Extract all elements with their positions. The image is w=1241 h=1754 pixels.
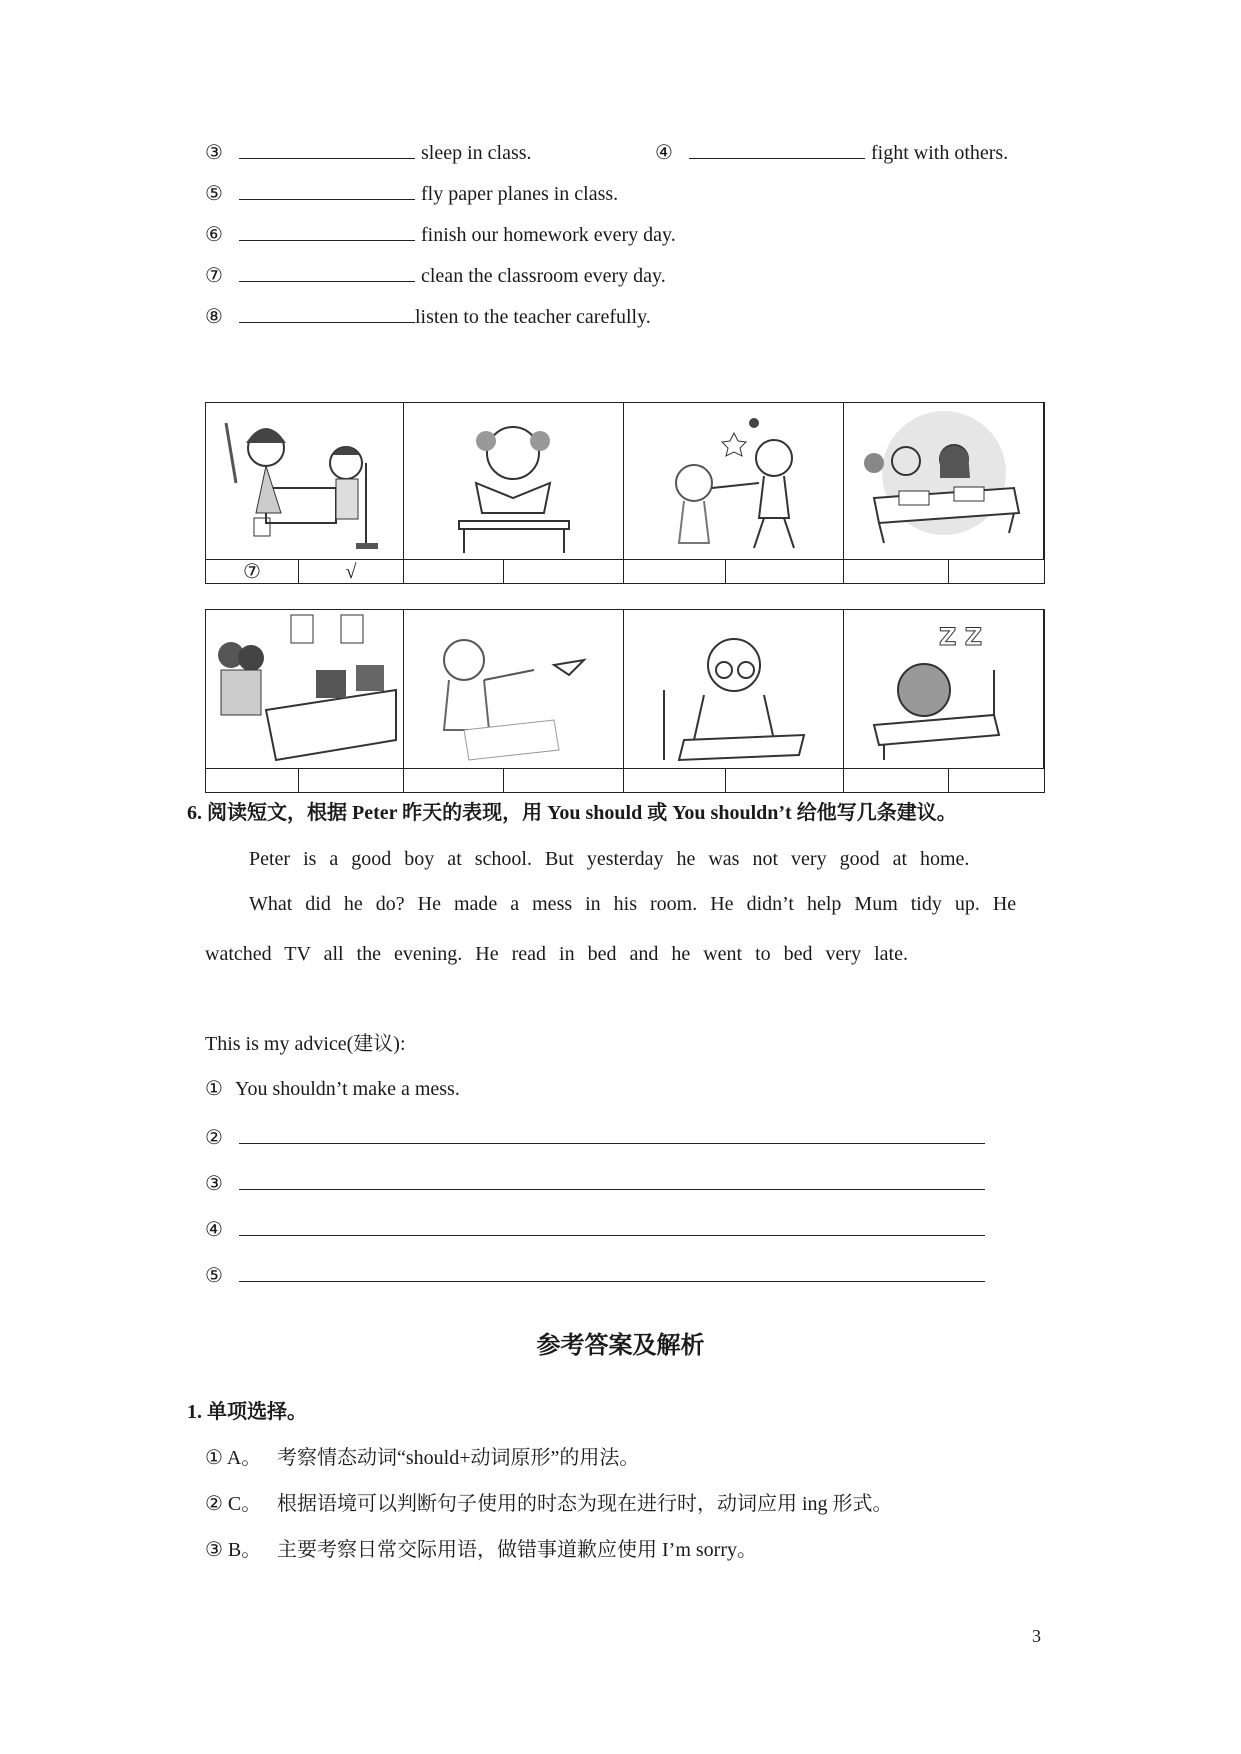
advice-blank[interactable] (239, 1123, 985, 1144)
advice-blank[interactable] (239, 1215, 985, 1236)
answer-check-cell[interactable]: √ (299, 560, 404, 584)
answer-check-cell[interactable] (949, 769, 1044, 793)
picture-homework (624, 610, 844, 768)
fill-line-4: ④ fight with others. (655, 138, 1008, 165)
answer-number-cell[interactable]: ⑦ (206, 560, 299, 584)
answer-item-3: ③ B。 主要考察日常交际用语，做错事道歉应使用 I’m sorry。 (205, 1539, 757, 1561)
fill-line-5: ⑤ fly paper planes in class. (205, 179, 618, 206)
picture-sleeping (844, 610, 1044, 768)
answer-check-cell[interactable] (504, 560, 624, 584)
advice-blank[interactable] (239, 1169, 985, 1190)
answer-check-cell[interactable] (504, 769, 624, 793)
answer-number-cell[interactable] (624, 560, 726, 584)
answer-check-cell[interactable] (726, 769, 844, 793)
picture-late (206, 610, 404, 768)
fill-line-6: ⑥ finish our homework every day. (205, 220, 676, 247)
answer-row-1 (206, 559, 1044, 584)
fill-line-7: ⑦ clean the classroom every day. (205, 261, 666, 288)
advice-5: ⑤ (205, 1261, 991, 1288)
advice-1: ① You shouldn’t make a mess. (205, 1078, 460, 1100)
picture-grid-1 (205, 402, 1045, 584)
fill-line-8: ⑧ listen to the teacher carefully. (205, 302, 651, 329)
picture-classroom (844, 403, 1044, 559)
question-6-heading: 6. 阅读短文，根据 Peter 昨天的表现，用 You should 或 You shouldn’t 给他写几条建议。 (187, 802, 957, 824)
answer-section-title: 参考答案及解析 (536, 1333, 705, 1359)
picture-grid-2 (205, 609, 1045, 793)
picture-reading (404, 403, 624, 559)
answer-blank[interactable] (239, 179, 415, 200)
advice-3: ③ (205, 1169, 991, 1196)
advice-2: ② (205, 1123, 991, 1150)
picture-fighting (624, 403, 844, 559)
answer-blank[interactable] (239, 220, 415, 241)
answer-check-cell[interactable] (299, 769, 404, 793)
section-1-heading: 1. 单项选择。 (187, 1401, 307, 1423)
answer-number-cell[interactable] (404, 769, 504, 793)
answer-blank[interactable] (239, 302, 415, 323)
answer-number-cell[interactable] (844, 560, 949, 584)
answer-blank[interactable] (239, 138, 415, 159)
answer-number-cell[interactable] (624, 769, 726, 793)
answer-number-cell[interactable] (206, 769, 299, 793)
answer-row-2 (206, 768, 1044, 793)
picture-paper-plane (404, 610, 624, 768)
page-number: 3 (1032, 1626, 1041, 1646)
advice-4: ④ (205, 1215, 991, 1242)
answer-check-cell[interactable] (949, 560, 1044, 584)
answer-number-cell[interactable] (404, 560, 504, 584)
answer-number-cell[interactable] (844, 769, 949, 793)
answer-check-cell[interactable] (726, 560, 844, 584)
passage-line-3: watched TV all the evening. He read in bed and he went to bed very late. (205, 943, 908, 965)
answer-blank[interactable] (689, 138, 865, 159)
picture-cleaning (206, 403, 404, 559)
answer-item-2: ② C。 根据语境可以判断句子使用的时态为现在进行时，动词应用 ing 形式。 (205, 1493, 893, 1515)
advice-blank[interactable] (239, 1261, 985, 1282)
passage-line-1: Peter is a good boy at school. But yesterday he was not very good at home. (249, 848, 970, 870)
fill-line-3: ③ sleep in class. (205, 138, 532, 165)
passage-line-2: What did he do? He made a mess in his room. He didn’t help Mum tidy up. He (249, 893, 1017, 915)
answer-item-1: ① A。 考察情态动词“should+动词原形”的用法。 (205, 1447, 640, 1469)
answer-blank[interactable] (239, 261, 415, 282)
advice-label: This is my advice(建议): (205, 1033, 406, 1055)
svg-text:Z Z: Z Z (939, 623, 983, 651)
